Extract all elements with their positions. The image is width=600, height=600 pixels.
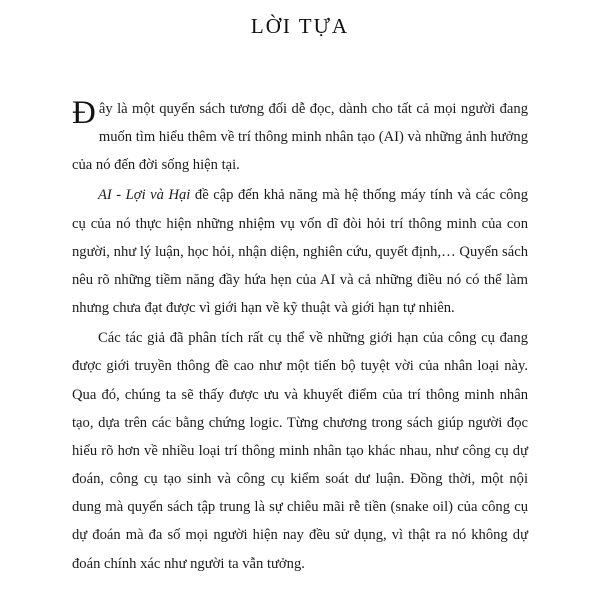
paragraph-1-text: ây là một quyển sách tương đối dễ đọc, dành cho tất cả mọi người đang muốn tìm hiểu thêm về trí thông minh nhân tạo (AI) và những ảnh hưởng của nó đến đời sống hiện tại.	[72, 101, 528, 174]
paragraph-2	[72, 181, 528, 322]
page-body	[72, 95, 528, 578]
book-title-emphasis: AI - Lợi và Hại	[98, 187, 191, 204]
page-title: LỜI TỰA	[250, 14, 350, 38]
paragraph-3	[72, 324, 528, 577]
paragraph-1	[72, 95, 528, 179]
paragraph-2-text: đề cập đến khả năng mà hệ thống máy tính và các công cụ của nó thực hiện những nhiệm vụ vốn dĩ đòi hỏi trí thông minh của con người, như lý luận, học hỏi, nhận diện, nghiên cứu, quyết định,… Quyển sách nêu rõ những tiềm năng đầy hứa hẹn của AI và cả những điều nó có thể làm nhưng chưa đạt được vì giới hạn về kỹ thuật và giới hạn tự nhiên.	[72, 187, 529, 317]
paragraph-3-text: Các tác giả đã phân tích rất cụ thể về những giới hạn của công cụ đang được giới truyền thông đề cao như một tiến bộ tuyệt vời của nhân loại này. Qua đó, chúng ta sẽ thấy được ưu và khuyết điểm của trí thông minh nhân tạo, dựa trên các bằng chứng logic. Từng chương trong sách giúp người đọc hiểu rõ hơn về nhiều loại trí thông minh nhân tạo khác nhau, như công cụ dự đoán, công cụ tạo sinh và công cụ kiểm soát dư luận. Đồng thời, một nội dung mà quyển sách tập trung là sự chiêu mãi rễ tiền (snake oil) của công cụ dự đoán mà đa số mọi người hiện nay đều sử dụng, vì thật ra nó không dự đoán chính xác như người ta vẫn tưởng.	[72, 330, 528, 572]
drop-cap: Đ	[72, 95, 96, 131]
